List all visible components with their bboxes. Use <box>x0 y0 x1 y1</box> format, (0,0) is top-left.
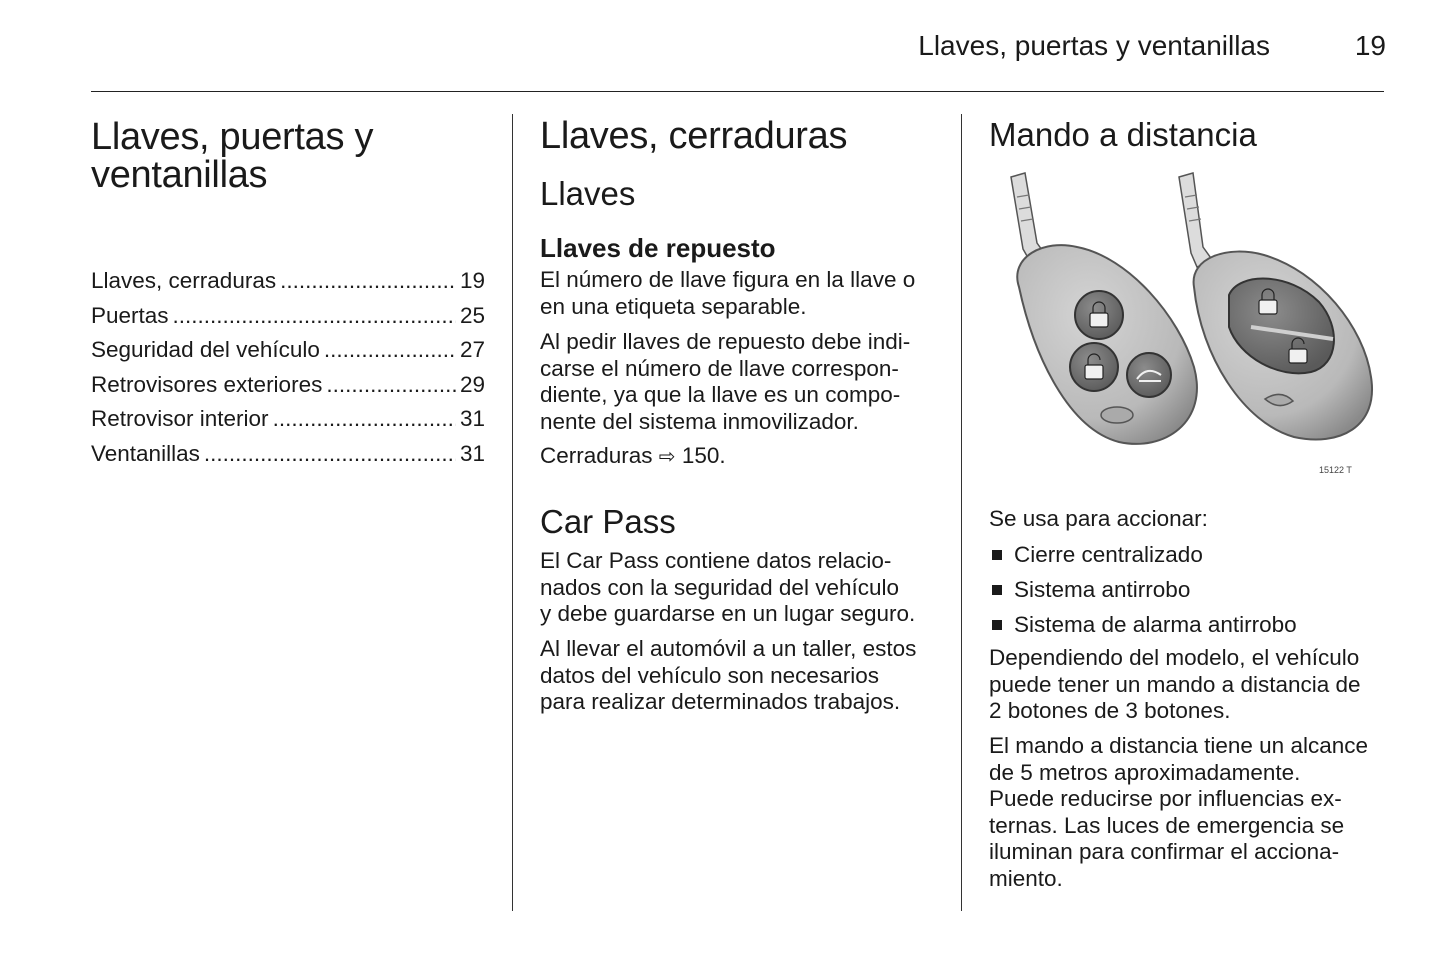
table-of-contents <box>91 264 485 471</box>
chapter-title-line-1: Llaves, puertas y <box>91 116 374 158</box>
remote-intro: Se usa para accionar: <box>989 506 1208 531</box>
text-line: Al llevar el automóvil a un taller, estos <box>540 636 917 661</box>
remote-paragraph-1 <box>989 645 1389 725</box>
text-line: en una etiqueta separable. <box>540 293 807 319</box>
text-line: datos del vehículo son necesarios <box>540 662 879 688</box>
toc-item-page: 25 <box>459 302 485 328</box>
text-line: diente, ya que la llave es un compo- <box>540 382 901 407</box>
text-line: para realizar determinados trabajos. <box>540 689 901 714</box>
remote-control-heading: Mando a distancia <box>989 116 1257 153</box>
text-line: puede tener un mando a distancia de <box>989 671 1361 697</box>
text-line: Puede reducirse por influencias ex- <box>989 786 1342 811</box>
bullet-square-icon <box>992 550 1002 560</box>
key-blade-icon <box>1179 173 1213 267</box>
list-item-text: Cierre centralizado <box>1014 541 1203 567</box>
text-line: iluminan para confirmar el acciona- <box>989 839 1340 864</box>
two-button-remote-icon <box>1194 252 1372 440</box>
text-line: El número de llave figura en la llave o <box>540 267 916 292</box>
list-item-text: Sistema de alarma antirrobo <box>1014 611 1297 637</box>
text-line: nados con la seguridad del vehículo <box>540 574 900 600</box>
remote-paragraph-2 <box>989 733 1389 892</box>
spare-keys-paragraph-2 <box>540 329 955 435</box>
toc-item-label: Llaves, cerraduras <box>91 268 277 294</box>
toc-item[interactable] <box>91 333 485 368</box>
toc-item[interactable] <box>91 299 485 334</box>
toc-item[interactable] <box>91 402 485 437</box>
toc-item-page: 29 <box>459 371 485 397</box>
toc-item-label: Puertas <box>91 302 169 328</box>
list-item <box>989 537 1389 572</box>
spare-keys-heading: Llaves de repuesto <box>540 233 776 263</box>
page-number: 19 <box>1354 30 1386 61</box>
bullet-square-icon <box>992 585 1002 595</box>
subsection-title: Llaves <box>540 175 636 212</box>
toc-item-label: Retrovisores exteriores <box>91 371 323 397</box>
toc-leader-dots <box>173 303 456 329</box>
list-item <box>989 607 1389 642</box>
toc-item-page: 31 <box>459 406 485 432</box>
remote-keys-figure <box>989 167 1384 483</box>
header-rule <box>91 91 1384 92</box>
toc-item-label: Ventanillas <box>91 440 200 466</box>
column-divider-1 <box>512 114 513 911</box>
toc-item-page: 31 <box>459 440 485 466</box>
locks-reference[interactable] <box>540 443 955 471</box>
text-line: y debe guardarse en un lugar seguro. <box>540 601 916 626</box>
toc-leader-dots <box>273 406 456 432</box>
running-header-title: Llaves, puertas y ventanillas <box>918 30 1270 61</box>
text-line: El mando a distancia tiene un alcance <box>989 733 1368 758</box>
section-title: Llaves, cerraduras <box>540 115 848 157</box>
toc-leader-dots <box>204 441 456 467</box>
toc-item-page: 27 <box>459 337 485 363</box>
column-divider-2 <box>961 114 962 911</box>
text-line: nente del sistema inmovilizador. <box>540 408 859 434</box>
bullet-square-icon <box>992 620 1002 630</box>
toc-leader-dots <box>326 372 456 398</box>
toc-item-label: Retrovisor interior <box>91 406 269 432</box>
arrow-right-icon: ⇨ <box>658 446 676 468</box>
car-pass-heading: Car Pass <box>540 503 676 540</box>
toc-leader-dots <box>324 337 456 363</box>
remote-keys-illustration <box>989 167 1384 483</box>
chapter-title-line-2: ventanillas <box>91 154 268 196</box>
text-line: Al pedir llaves de repuesto debe indi- <box>540 329 911 354</box>
locks-reference-label: Cerraduras <box>540 443 653 468</box>
list-item <box>989 572 1389 607</box>
car-pass-paragraph-2 <box>540 636 955 716</box>
toc-item[interactable] <box>91 437 485 472</box>
chapter-title <box>91 118 501 194</box>
text-line: Dependiendo del modelo, el vehículo <box>989 645 1360 670</box>
figure-image-code: 15122 T <box>1319 465 1352 475</box>
car-pass-paragraph-1 <box>540 548 955 628</box>
three-button-remote-icon <box>1017 245 1197 444</box>
list-item-text: Sistema antirrobo <box>1014 576 1191 602</box>
text-line: carse el número de llave correspon- <box>540 355 899 381</box>
text-line: El Car Pass contiene datos relacio- <box>540 548 892 573</box>
toc-item[interactable] <box>91 368 485 403</box>
toc-leader-dots <box>280 268 456 294</box>
toc-item-page: 19 <box>459 268 485 294</box>
toc-item[interactable] <box>91 264 485 299</box>
text-line: miento. <box>989 865 1063 891</box>
text-line: ternas. Las luces de emergencia se <box>989 812 1345 838</box>
remote-functions-list <box>989 537 1389 642</box>
spare-keys-paragraph-1 <box>540 267 955 320</box>
text-line: 2 botones de 3 botones. <box>989 698 1231 723</box>
locks-reference-page: 150. <box>681 443 726 468</box>
text-line: de 5 metros aproximadamente. <box>989 759 1301 785</box>
toc-item-label: Seguridad del vehículo <box>91 337 320 363</box>
